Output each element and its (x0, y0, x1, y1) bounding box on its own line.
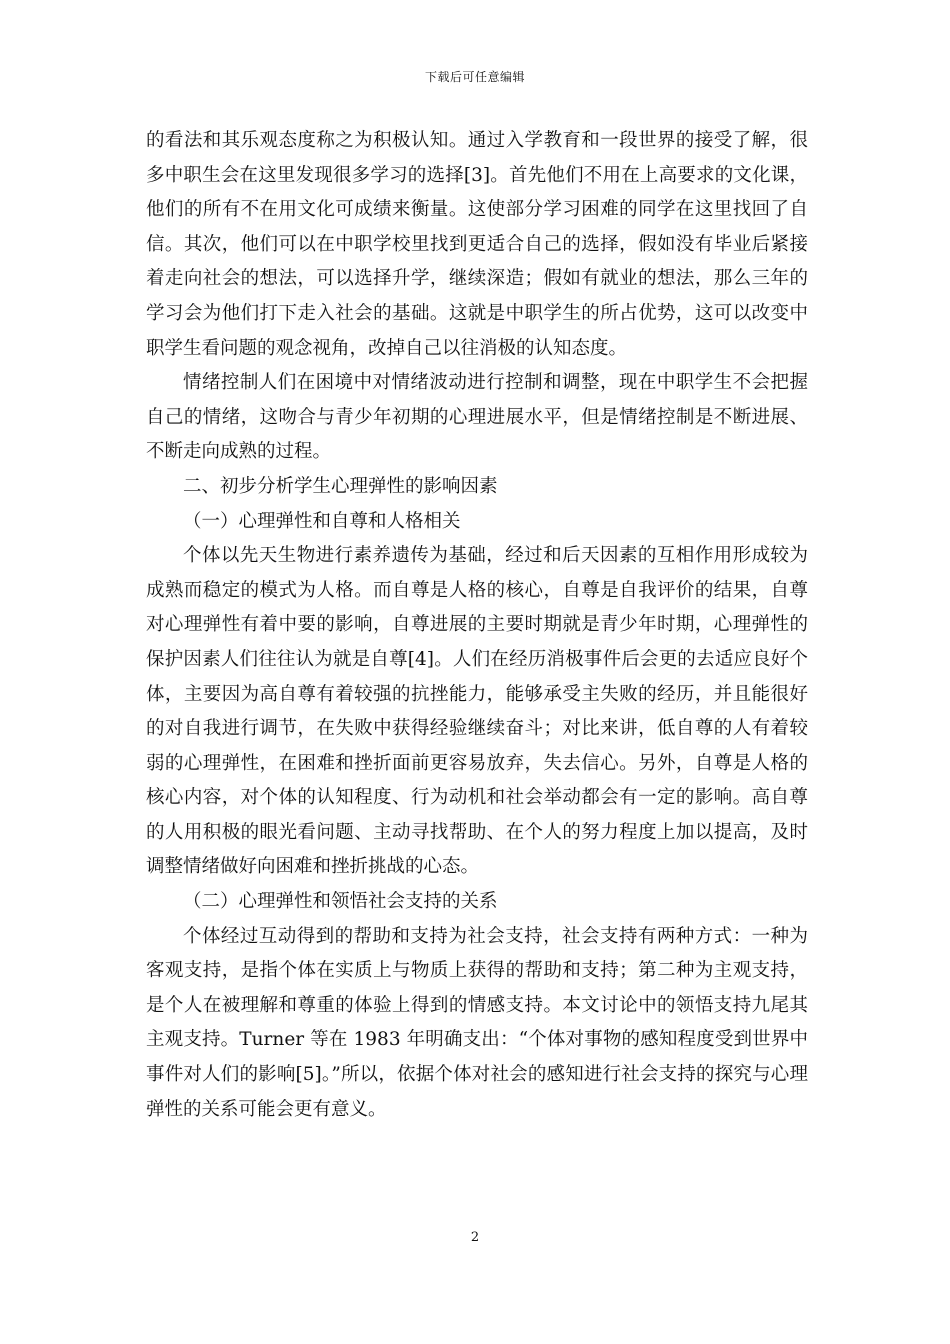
subsection-heading-self-esteem: （一）心理弹性和自尊和人格相关 (183, 510, 461, 532)
paragraph-emotion-control: 情绪控制人们在困境中对情绪波动进行控制和调整，现在中职学生不会把握自己的情绪，这吻合与青少年初期的心理进展水平，但是情绪控制是不断进展、不断走向成熟的过程。 (146, 372, 808, 463)
page-header-note: 下载后可任意编辑 (424, 70, 525, 84)
paragraph-social-support: 个体经过互动得到的帮助和支持为社会支持，社会支持有两种方式：一种为客观支持，是指个体在实质上与物质上获得的帮助和支持；第二种为主观支持，是个人在被理解和尊重的体验上得到的情感支持。本文讨论中的领悟支持九尾其主观支持。Turner 等在 1983 年明确支出：“个体对事物的感知程度受到世界中事件对人们的影响[5]。”所以，依据个体对社会的感知进行社会支持的探究与心理弹性的关系可能会更有意义。 (146, 925, 808, 1120)
paragraph-positive-cognition: 的看法和其乐观态度称之为积极认知。通过入学教育和一段世界的接受了解，很多中职生会在这里发现很多学习的选择[3]。首先他们不用在上高要求的文化课，他们的所有不在用文化可成绩来衡量。这使部分学习困难的同学在这里找回了自信。其次，他们可以在中职学校里找到更适合自己的选择，假如没有毕业后紧接着走向社会的想法，可以选择升学，继续深造；假如有就业的想法，那么三年的学习会为他们打下走入社会的基础。这就是中职学生的所占优势，这可以改变中职学生看问题的观念视角，改掉自己以往消极的认知态度。 (146, 130, 808, 359)
section-heading-influencing-factors: 二、初步分析学生心理弹性的影响因素 (183, 475, 498, 497)
subsection-heading-social-support: （二）心理弹性和领悟社会支持的关系 (183, 891, 498, 913)
paragraph-self-esteem: 个体以先天生物进行素养遗传为基础，经过和后天因素的互相作用形成较为成熟而稳定的模式为人格。而自尊是人格的核心，自尊是自我评价的结果，自尊对心理弹性有着中要的影响，自尊进展的主要时期就是青少年时期，心理弹性的保护因素人们往往认为就是自尊[4]。人们在经历消极事件后会更的去适应良好个体，主要因为高自尊有着较强的抗挫能力，能够承受主失败的经历，并且能很好的对自我进行调节，在失败中获得经验继续奋斗；对比来讲，低自尊的人有着较弱的心理弹性，在困难和挫折面前更容易放弃，失去信心。另外，自尊是人格的核心内容，对个体的认知程度、行为动机和社会举动都会有一定的影响。高自尊的人用积极的眼光看问题、主动寻找帮助、在个人的努力程度上加以提高，及时调整情绪做好向困难和挫折挑战的心态。 (146, 545, 808, 878)
document-body (146, 124, 808, 1127)
page-number: 2 (470, 1230, 480, 1245)
